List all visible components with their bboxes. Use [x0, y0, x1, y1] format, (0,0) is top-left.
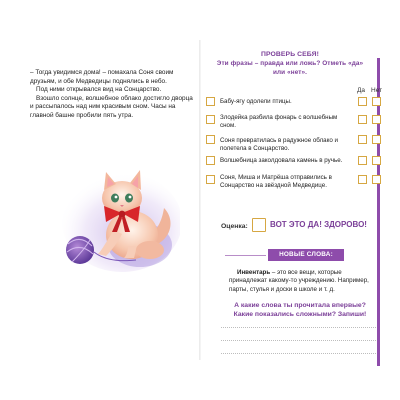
banner-divider	[225, 255, 266, 256]
question-5-text: Соня, Миша и Матрёша отправились в Сонцарство на звёздной Медведице.	[220, 174, 332, 190]
quiz-yes-word: «да»	[348, 60, 364, 67]
quiz-subtitle-a: Эти фразы – правда или ложь? Отметь	[216, 60, 347, 67]
question-1-yes-checkbox[interactable]	[358, 97, 367, 106]
story-paragraph-1: – Тогда увидимся дома! – помахала Соня своим друзьям, и обе Медведицы поднялись в небо.	[30, 69, 174, 85]
writing-line-2[interactable]	[221, 340, 376, 341]
story-paragraph-2: Под ними открывался вид на Сонцарство.	[36, 86, 162, 94]
question-3-text: Соня превратилась в радужное облако и полетела в Сонцарство.	[220, 137, 339, 153]
question-1-left-checkbox[interactable]	[206, 97, 215, 106]
writing-line-1[interactable]	[221, 327, 376, 328]
question-3-left-checkbox[interactable]	[206, 135, 215, 144]
writing-prompt-line-2: Какие показались сложными? Запиши!	[233, 310, 367, 318]
question-4-yes-checkbox[interactable]	[358, 156, 367, 165]
score-checkbox[interactable]	[252, 218, 266, 232]
new-word-term: Инвентарь	[237, 269, 271, 276]
question-4-no-checkbox[interactable]	[372, 156, 381, 165]
question-1-text: Бабу-ягу одолели птицы.	[220, 98, 292, 105]
question-2-no-checkbox[interactable]	[372, 115, 381, 124]
question-3-no-checkbox[interactable]	[372, 135, 381, 144]
writing-prompt-line-1: А какие слова ты прочитала впервые?	[234, 302, 366, 309]
cat-with-yarn-illustration	[40, 150, 180, 275]
question-5-yes-checkbox[interactable]	[358, 175, 367, 184]
writing-line-3[interactable]	[221, 353, 376, 354]
question-2-left-checkbox[interactable]	[206, 115, 215, 124]
story-paragraph-3: Взошло солнце, волшебное облако достигло дворца и рассыпалось над ним красивым сном. Часы на главной башне пробили пять утра.	[30, 94, 193, 119]
question-5-left-checkbox[interactable]	[206, 175, 215, 184]
question-4-left-checkbox[interactable]	[206, 156, 215, 165]
question-5-no-checkbox[interactable]	[372, 175, 381, 184]
quiz-subtitle	[216, 59, 364, 77]
new-words-banner: НОВЫЕ СЛОВА:	[268, 249, 344, 261]
question-2-yes-checkbox[interactable]	[358, 115, 367, 124]
column-no-header: Нет	[371, 87, 383, 94]
quiz-subtitle-b: или	[272, 69, 286, 76]
column-yes-header: Да	[357, 87, 366, 94]
score-message: ВОТ ЭТО ДА! ЗДОРОВО!	[270, 220, 367, 229]
question-1-no-checkbox[interactable]	[372, 97, 381, 106]
quiz-header	[216, 50, 364, 77]
question-2-text: Злодейка разбила фонарь с волшебным сном.	[220, 114, 338, 130]
score-label: Оценка:	[221, 223, 248, 230]
page-gutter	[199, 40, 201, 360]
new-word-definition	[229, 269, 375, 294]
new-word-definition-text: – это все вещи, которые принадлежат какому-то учреждению. Например, парты, стулья и доски в школе и т. д.	[229, 269, 369, 293]
question-4-text: Волшебница заколдовала камень в ручье.	[220, 157, 343, 164]
quiz-title: ПРОВЕРЬ СЕБЯ!	[261, 51, 319, 58]
question-3-yes-checkbox[interactable]	[358, 135, 367, 144]
quiz-no-word: «нет».	[287, 69, 308, 76]
writing-prompt	[221, 302, 379, 320]
story-text	[30, 69, 198, 121]
